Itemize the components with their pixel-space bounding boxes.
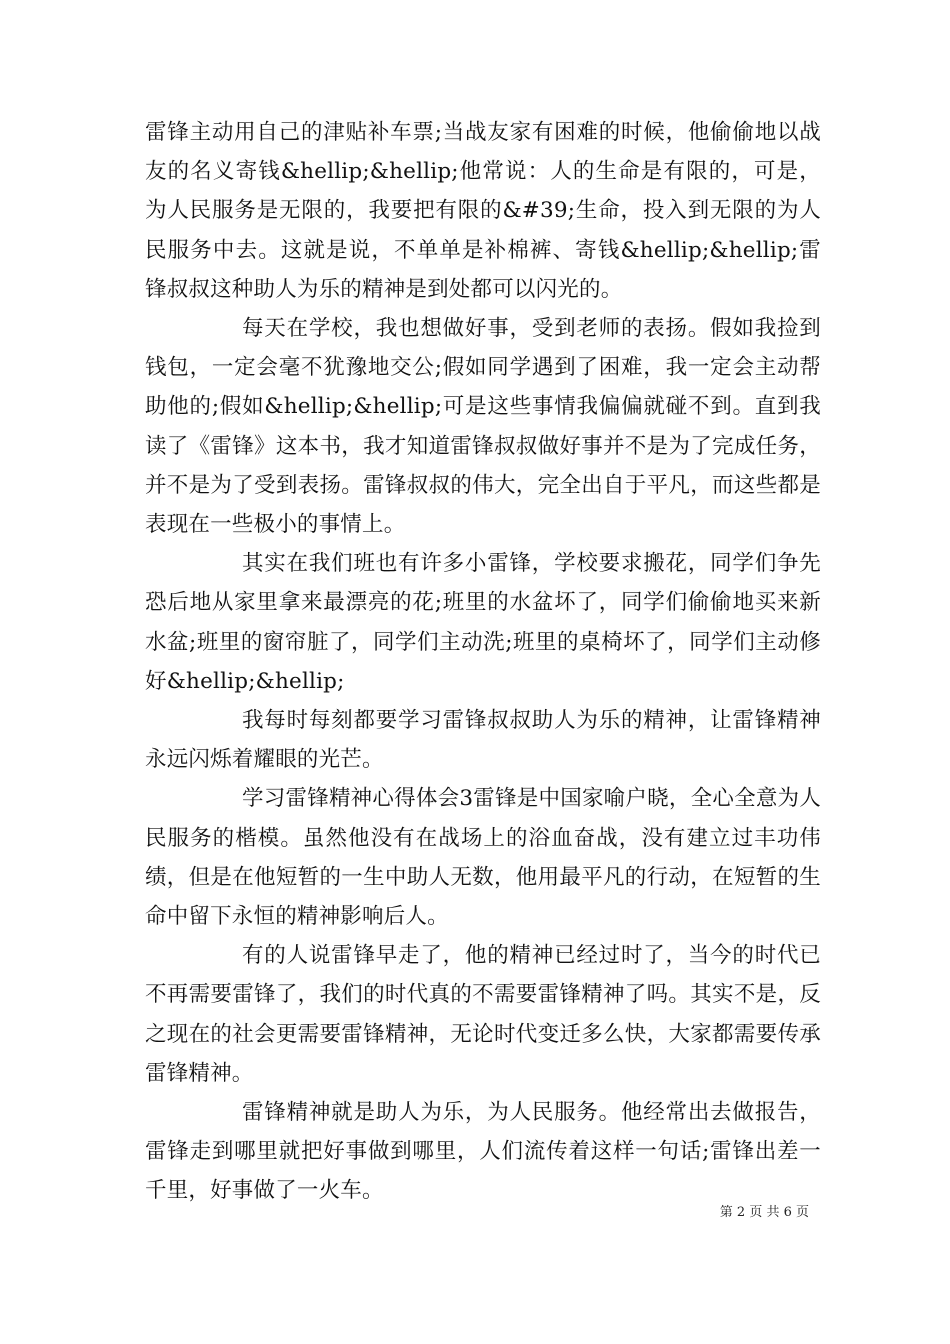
paragraph-1: 雷锋主动用自己的津贴补车票;当战友家有困难的时候，他偷偷地以战友的名义寄钱&hellip;&hellip;他常说：人的生命是有限的，可是，为人民服务是无限的，我要把有限的&#39;生命，投入到无限的为人民服务中去。这就是说，不单单是补棉裤、寄钱&hellip;&hellip;雷锋叔叔这种助人为乐的精神是到处都可以闪光的。 bbox=[145, 120, 821, 302]
paragraph-5: 学习雷锋精神心得体会3雷锋是中国家喻户晓，全心全意为人民服务的楷模。虽然他没有在战场上的浴血奋战，没有建立过丰功伟绩，但是在他短暂的一生中助人无数，他用最平凡的行动，在短暂的生命中留下永恒的精神影响后人。 bbox=[145, 786, 821, 930]
page-footer bbox=[0, 1203, 950, 1223]
paragraph-6: 有的人说雷锋早走了，他的精神已经过时了，当今的时代已不再需要雷锋了，我们的时代真的不需要雷锋精神了吗。其实不是，反之现在的社会更需要雷锋精神，无论时代变迁多么快，大家都需要传承雷锋精神。 bbox=[145, 943, 821, 1086]
paragraph-4: 我每时每刻都要学习雷锋叔叔助人为乐的精神，让雷锋精神永远闪烁着耀眼的光芒。 bbox=[145, 708, 821, 773]
page-number: 第 2 页 共 6 页 bbox=[719, 1205, 809, 1220]
paragraph-7: 雷锋精神就是助人为乐，为人民服务。他经常出去做报告，雷锋走到哪里就把好事做到哪里，人们流传着这样一句话;雷锋出差一千里，好事做了一火车。 bbox=[145, 1100, 821, 1204]
paragraph-2: 每天在学校，我也想做好事，受到老师的表扬。假如我捡到钱包，一定会毫不犹豫地交公;假如同学遇到了困难，我一定会主动帮助他的;假如&hellip;&hellip;可是这些事情我偏偏就碰不到。直到我读了《雷锋》这本书，我才知道雷锋叔叔做好事并不是为了完成任务，并不是为了受到表扬。雷锋叔叔的伟大，完全出自于平凡，而这些都是表现在一些极小的事情上。 bbox=[145, 316, 821, 538]
document-body bbox=[145, 113, 821, 1211]
paragraph-3: 其实在我们班也有许多小雷锋，学校要求搬花，同学们争先恐后地从家里拿来最漂亮的花;班里的水盆坏了，同学们偷偷地买来新水盆;班里的窗帘脏了，同学们主动洗;班里的桌椅坏了，同学们主动修好&hellip;&hellip; bbox=[145, 551, 821, 694]
